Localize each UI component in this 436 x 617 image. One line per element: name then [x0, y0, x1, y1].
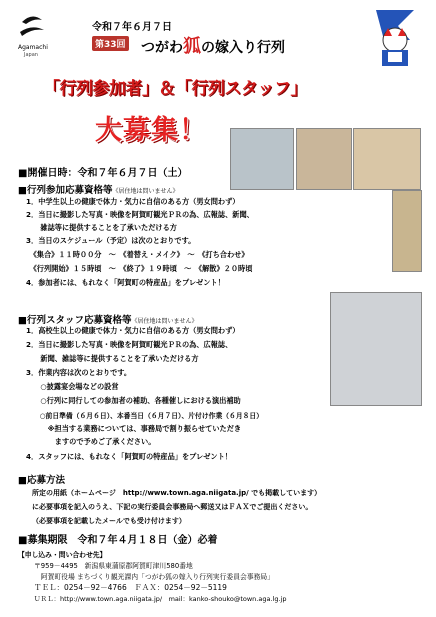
staff-item: ○前日準備（６月６日）、本番当日（６月７日）、片付け作業（６月８日） — [26, 412, 264, 420]
staff-item: ますので予めご了承ください。 — [26, 437, 156, 446]
staff-heading — [18, 312, 198, 326]
title-fox: 狐 — [183, 36, 201, 57]
participant-item: 3．当日のスケジュール（予定）は次のとおりです。 — [26, 236, 196, 245]
staff-heading-note: 《居住地は問いません》 — [131, 318, 198, 325]
participant-item: 1．中学生以上の健康で体力・気力に自信のある方（男女問わず） — [26, 197, 240, 206]
staff-item: 3．作業内容は次のとおりです。 — [26, 368, 132, 377]
title-pre: つがわ — [141, 40, 183, 56]
contact-office: 阿賀町役場 まちづくり観光課内「つがわ狐の嫁入り行列実行委員会事務局」 — [34, 573, 274, 581]
participant-heading-note: 《居住地は問いません》 — [112, 188, 179, 195]
bride-photo — [230, 128, 294, 190]
header-date: 令和７年６月７日 — [92, 22, 172, 33]
contact-address: 〒959－4495 新潟県東蒲原郡阿賀町津川580番地 — [34, 562, 193, 570]
staff-item: 4．スタッフには、もれなく「阿賀町の特産品」をプレゼント！ — [26, 452, 232, 461]
apply-line: 所定の用紙（ホームページ http://www.town.aga.niigata.jp/ でも掲載しています） — [32, 489, 322, 497]
participant-heading-text: ■行列参加応募資格等 — [18, 185, 113, 196]
staff-item: ○行列に同行しての参加者の補助、各種催しにおける演出補助 — [26, 396, 241, 405]
performers-photo — [353, 128, 421, 190]
title-post: の嫁入り行列 — [201, 40, 285, 56]
participant-item: 4．参加者には、もれなく「阿賀町の特産品」をプレゼント！ — [26, 278, 225, 287]
procession-photo — [296, 128, 352, 190]
staff-heading-text: ■行列スタッフ応募資格等 — [18, 315, 132, 326]
staff-item: 新聞、雑誌等に提供することを了承いただける方 — [26, 354, 199, 363]
participant-item: 《行列開始》１５時頃 ～ 《終了》１９時頃 ～ 《解散》２０時頃 — [26, 264, 253, 273]
agamachi-logo-icon — [18, 12, 46, 42]
participant-item: 2．当日に撮影した写真・映像を阿賀町観光ＰＲの為、広報誌、新聞、 — [26, 210, 254, 219]
recruit-headline: 「行列参加者」＆「行列スタッフ」 — [43, 79, 307, 99]
participant-item: 《集合》１１時００分 ～ 《着替え・メイク》 ～ 《打ち合わせ》 — [26, 250, 249, 259]
event-title — [141, 32, 285, 58]
fox-mascot-icon — [370, 6, 420, 68]
participant-heading — [18, 182, 179, 196]
logo-name: Agamachi — [18, 44, 48, 51]
staff-item: ※担当する業務については、事務局で割り振らせていただき — [26, 424, 242, 433]
contact-url: ＵＲＬ：http://www.town.aga.niigata.jp/ mail：kanko-shouko@town.aga.lg.jp — [34, 595, 287, 603]
edition-badge: 第33回 — [92, 36, 129, 51]
apply-line: に必要事項を記入のうえ、下記の実行委員会事務局へ郵送又はＦＡＸでご提出ください。 — [32, 503, 313, 511]
staff-item: 1．高校生以上の健康で体力・気力に自信のある方（男女問わず） — [26, 326, 240, 335]
staff-item: 2．当日に撮影した写真・映像を阿賀町観光ＰＲの為、広報誌、 — [26, 340, 233, 349]
participant-item: 雑誌等に提供することを了承いただける方 — [26, 223, 177, 232]
apply-heading: ■応募方法 — [18, 475, 65, 486]
deadline: ■募集期限 令和７年４月１８日（金）必着 — [18, 535, 218, 546]
recruit-banner: 大募集！ — [95, 115, 207, 146]
logo-subtitle: Japan — [24, 52, 38, 58]
apply-line: （必要事項を記載したメールでも受け付けます） — [32, 517, 186, 525]
contact-heading: 【申し込み・問い合わせ先】 — [18, 551, 107, 559]
fox-costume-photo — [392, 190, 422, 272]
event-date: ■開催日時：令和７年６月７日（土） — [18, 168, 188, 179]
lantern-procession-photo — [330, 292, 422, 406]
staff-item: ○披露宴会場などの設営 — [26, 382, 119, 391]
contact-phone: ＴＥＬ：0254－92－4766 ＦＡＸ：0254－92－5119 — [34, 583, 227, 592]
